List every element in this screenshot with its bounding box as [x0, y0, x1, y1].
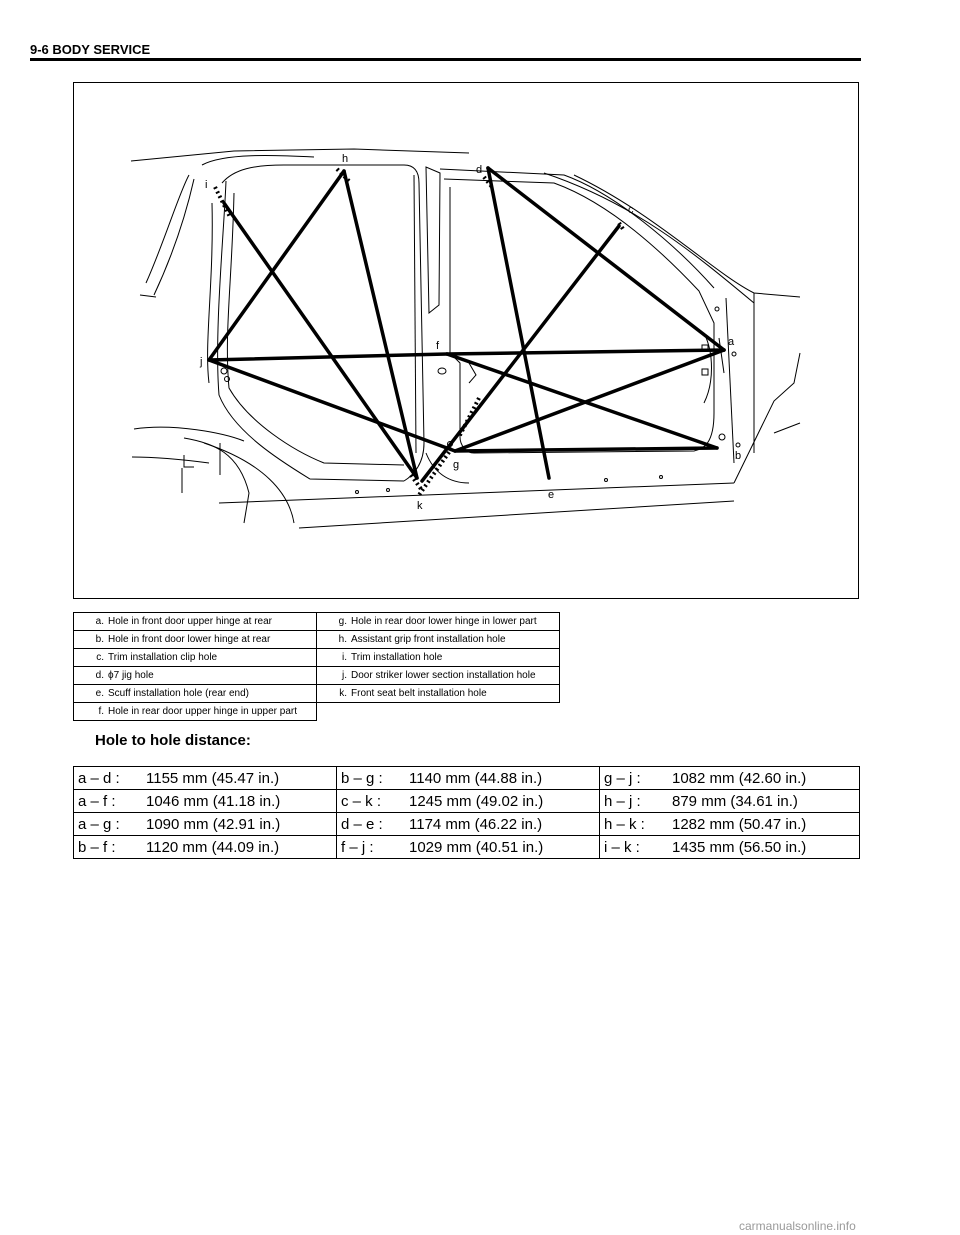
legend-text: Scuff installation hole (rear end) — [108, 688, 250, 699]
distance-pair: g – j : — [604, 769, 641, 787]
distance-cell — [74, 767, 337, 790]
legend-key: g. — [338, 616, 347, 627]
legend-empty-cell — [317, 703, 560, 721]
distance-value: 1282 mm (50.47 in.) — [672, 815, 807, 833]
distance-value: 1155 mm (45.47 in.) — [146, 769, 280, 787]
distance-cell — [337, 790, 600, 813]
body-side-diagram — [74, 83, 859, 599]
body-measurement-figure — [73, 82, 859, 599]
distance-cell — [337, 813, 600, 836]
legend-text: Trim installation hole — [351, 652, 443, 663]
distance-value: 1046 mm (41.18 in.) — [146, 792, 281, 810]
legend-cell — [74, 703, 317, 721]
legend-cell — [317, 631, 560, 649]
distance-pair: h – j : — [604, 792, 641, 810]
label-a: a — [728, 336, 735, 348]
distance-row — [74, 836, 860, 859]
label-h: h — [342, 153, 349, 165]
distance-cell — [600, 813, 860, 836]
label-d: d — [476, 164, 483, 176]
legend-key: e. — [95, 688, 104, 699]
distance-value: 879 mm (34.61 in.) — [672, 792, 798, 810]
label-k: k — [417, 500, 423, 512]
legend-cell — [74, 685, 317, 703]
legend-cell — [74, 613, 317, 631]
legend-text: Hole in rear door upper hinge in upper part — [108, 706, 298, 717]
distance-cell — [600, 767, 860, 790]
distance-pair: h – k : — [604, 815, 645, 833]
distance-pair: a – d : — [78, 769, 120, 787]
legend-text: ϕ7 jig hole — [108, 670, 154, 681]
distance-row — [74, 813, 860, 836]
legend-text: Front seat belt installation hole — [351, 688, 487, 699]
legend-cell — [74, 667, 317, 685]
measurement-lines — [209, 168, 724, 481]
point-labels — [199, 153, 741, 512]
footer-watermark: carmanualsonline.info — [739, 1219, 856, 1233]
legend-text: Assistant grip front installation hole — [351, 634, 506, 645]
distance-cell — [74, 836, 337, 859]
distance-cell — [337, 836, 600, 859]
distance-cell — [600, 790, 860, 813]
label-f: f — [436, 340, 440, 352]
distance-pair: f – j : — [341, 838, 374, 856]
distance-pair: a – g : — [78, 815, 120, 833]
legend-key: c. — [96, 652, 104, 663]
distance-cell — [74, 813, 337, 836]
legend-key: i. — [342, 652, 347, 663]
distance-value: 1140 mm (44.88 in.) — [409, 769, 543, 787]
distance-cell — [337, 767, 600, 790]
legend-cell — [317, 685, 560, 703]
label-b: b — [735, 450, 742, 462]
label-e: e — [548, 489, 555, 501]
distance-table — [73, 766, 860, 859]
label-i: i — [205, 179, 208, 191]
distance-value: 1082 mm (42.60 in.) — [672, 769, 807, 787]
distance-pair: i – k : — [604, 838, 640, 856]
legend-text: Door striker lower section installation hole — [351, 670, 536, 681]
label-g: g — [453, 459, 460, 471]
legend-cell — [317, 667, 560, 685]
distance-pair: b – g : — [341, 769, 383, 787]
legend-cell — [317, 649, 560, 667]
dotted-marks — [215, 169, 623, 495]
distance-value: 1120 mm (44.09 in.) — [146, 838, 280, 856]
legend-key: a. — [95, 616, 104, 627]
header-rule — [30, 58, 861, 61]
legend-text: Hole in front door upper hinge at rear — [108, 616, 272, 627]
distance-row — [74, 767, 860, 790]
distance-pair: c – k : — [341, 792, 382, 810]
legend-text: Trim installation clip hole — [108, 652, 218, 663]
legend-cell — [74, 631, 317, 649]
distance-value: 1090 mm (42.91 in.) — [146, 815, 281, 833]
legend-row — [74, 667, 560, 685]
legend-row — [74, 631, 560, 649]
legend-key: b. — [95, 634, 104, 645]
legend-row — [74, 649, 560, 667]
distance-value: 1435 mm (56.50 in.) — [672, 838, 807, 856]
distance-pair: b – f : — [78, 838, 116, 856]
legend-table — [73, 612, 560, 721]
legend-cell — [317, 613, 560, 631]
legend-key: j. — [342, 670, 347, 681]
distance-value: 1029 mm (40.51 in.) — [409, 838, 544, 856]
distance-heading: Hole to hole distance: — [95, 732, 251, 749]
legend-cell — [74, 649, 317, 667]
distance-row — [74, 790, 860, 813]
legend-text: Hole in rear door lower hinge in lower part — [351, 616, 537, 627]
distance-cell — [74, 790, 337, 813]
distance-value: 1245 mm (49.02 in.) — [409, 792, 544, 810]
legend-key: h. — [338, 634, 347, 645]
legend-row — [74, 613, 560, 631]
legend-key: f. — [98, 706, 104, 717]
hole-markers — [221, 307, 740, 494]
distance-cell — [600, 836, 860, 859]
page-header: 9-6 BODY SERVICE — [30, 42, 151, 57]
distance-pair: a – f : — [78, 792, 116, 810]
distance-pair: d – e : — [341, 815, 383, 833]
body-outline — [131, 149, 800, 528]
distance-value: 1174 mm (46.22 in.) — [409, 815, 543, 833]
legend-key: k. — [339, 688, 347, 699]
legend-row — [74, 685, 560, 703]
label-c: c — [628, 204, 634, 216]
label-j: j — [200, 356, 203, 368]
legend-key: d. — [95, 670, 104, 681]
legend-row — [74, 703, 560, 721]
legend-text: Hole in front door lower hinge at rear — [108, 634, 271, 645]
